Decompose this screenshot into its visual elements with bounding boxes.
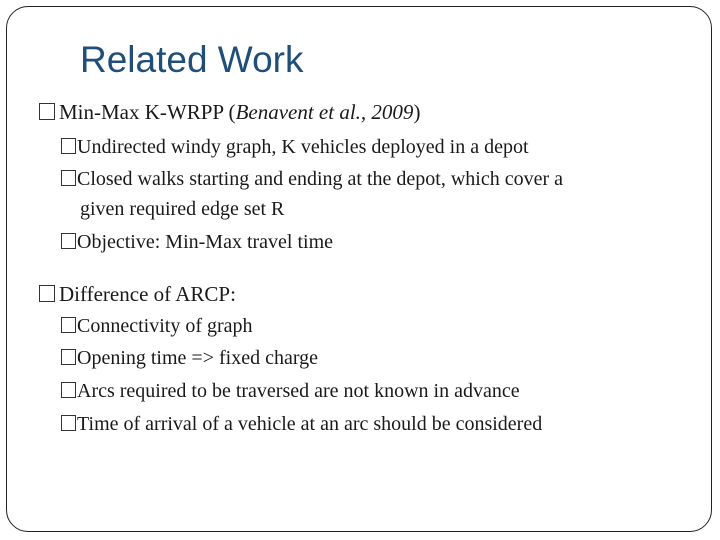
sub-bullet-text: Connectivity of graph [77,315,253,337]
bullet-min-max-kwrpp: Min-Max K-WRPP (Benavent et al., 2009) [39,100,420,124]
slide-border [6,6,712,532]
bullet-box-icon [61,233,76,249]
sub-bullet [61,167,563,191]
bullet-box-icon [61,317,76,333]
bullet-text: Min-Max K-WRPP ( [59,100,236,124]
sub-bullet [61,379,520,403]
bullet-box-icon [39,285,55,302]
slide-title: Related Work [80,39,304,80]
sub-bullet-continuation: given required edge set R [80,198,285,220]
sub-bullet-text: Undirected windy graph, K vehicles deployed in a depot [77,136,529,158]
sub-bullet [61,346,318,370]
sub-bullet-text: Closed walks starting and ending at the depot, which cover a [77,168,563,190]
bullet-box-icon [39,103,55,120]
sub-bullet [61,135,529,159]
bullet-text: Difference of ARCP: [59,282,236,306]
sub-bullet [61,314,253,338]
bullet-box-icon [61,138,76,154]
sub-bullet-text: Time of arrival of a vehicle at an arc should be considered [77,413,543,435]
bullet-box-icon [61,415,76,431]
sub-bullet-text: Opening time => fixed charge [77,347,319,369]
bullet-box-icon [61,170,76,186]
bullet-box-icon [61,382,76,398]
sub-bullet [61,412,542,436]
bullet-difference-arcp [39,282,236,306]
sub-bullet-text: Objective: Min-Max travel time [77,231,334,253]
sub-bullet-text: Arcs required to be traversed are not known in advance [77,380,520,402]
bullet-box-icon [61,349,76,365]
citation: Benavent et al., 2009 [235,100,414,124]
sub-bullet [61,230,333,254]
